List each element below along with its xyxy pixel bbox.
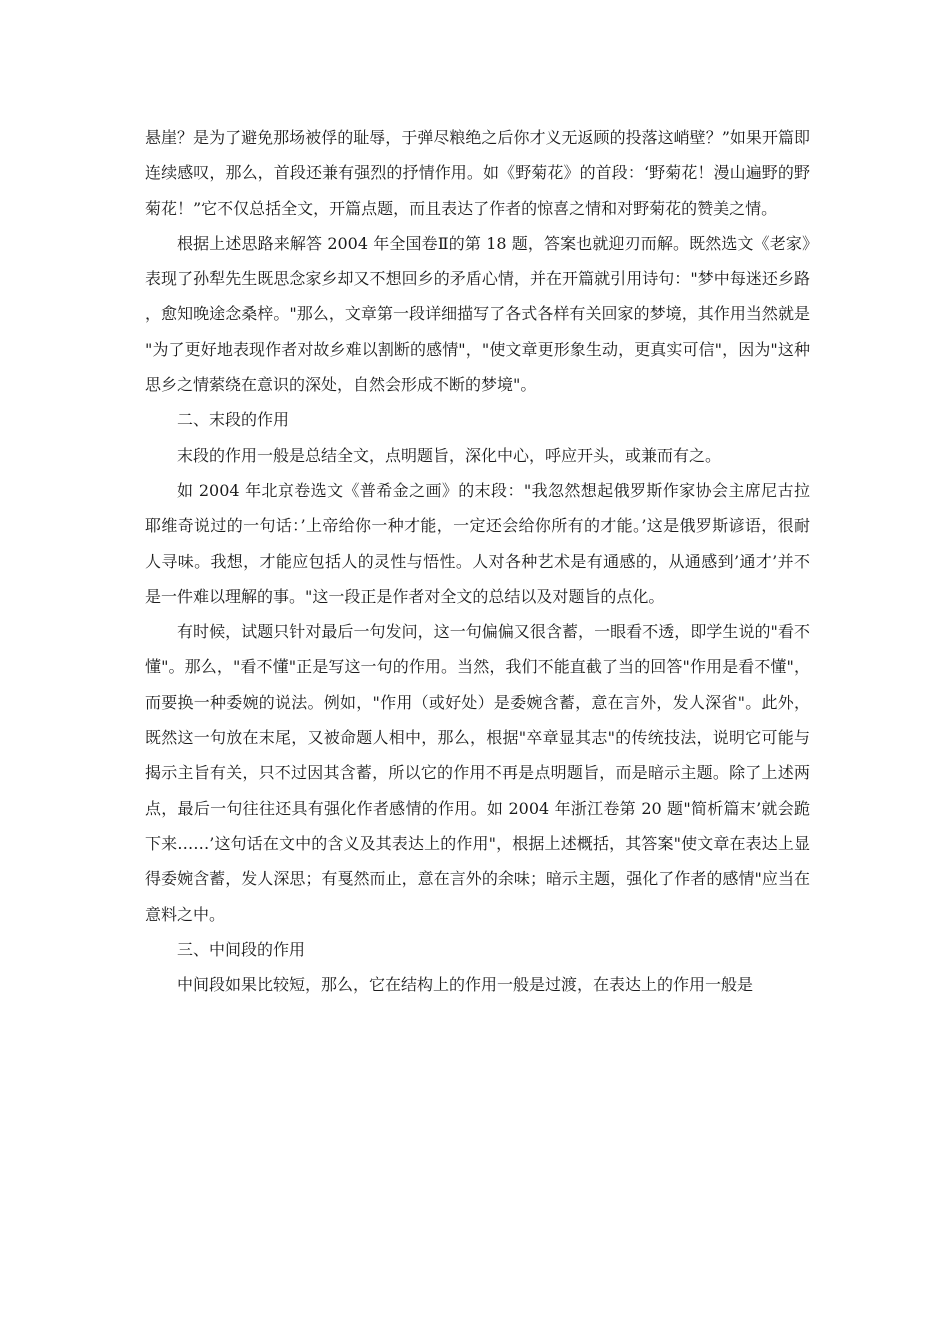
document-body: [145, 120, 810, 1002]
paragraph-beijing-example: 如 2004 年北京卷选文《普希金之画》的末段："我忽然想起俄罗斯作家协会主席尼古拉耶维奇说过的一句话：’上帝给你一种才能，一定还会给你所有的才能。’这是俄罗斯谚语，很耐人寻味。我想，才能应包括人的灵性与悟性。人对各种艺术是有通感的，从通感到’通才’并不是一件难以理解的事。"这一段正是作者对全文的总结以及对题旨的点化。: [145, 480, 810, 606]
section-heading-middle-paragraph: 三、中间段的作用: [177, 939, 306, 959]
paragraph-answer-2004-national: 根据上述思路来解答 2004 年全国卷Ⅱ的第 18 题，答案也就迎刃而解。既然选文《老家》表现了孙犁先生既思念家乡却又不想回乡的矛盾心情，并在开篇就引用诗句："梦中每迷还乡路，愈知晚途念桑梓。"那么，文章第一段详细描写了各式各样有关回家的梦境，其作用当然就是"为了更好地表现作者对故乡难以割断的感情"，"使文章更形象生动，更真实可信"，因为"这种思乡之情萦绕在意识的深处，自然会形成不断的梦境"。: [145, 233, 810, 395]
paragraph-middle-paragraph-role: 中间段如果比较短，那么，它在结构上的作用一般是过渡，在表达上的作用一般是: [177, 975, 754, 995]
paragraph-last-sentence: 有时候，试题只针对最后一句发问，这一句偏偏又很含蓄，一眼看不透，即学生说的"看不懂"。那么，"看不懂"正是写这一句的作用。当然，我们不能直截了当的回答"作用是看不懂"，而要换一种委婉的说法。例如，"作用（或好处）是委婉含蓄，意在言外，发人深省"。此外，既然这一句放在末尾，又被命题人相中，那么，根据"卒章显其志"的传统技法，说明它可能与揭示主旨有关，只不过因其含蓄，所以它的作用不再是点明题旨，而是暗示主题。除了上述两点，最后一句往往还具有强化作者感情的作用。如 2004 年浙江卷第 20 题"简析篇末’就会跪下来……’这句话在文中的含义及其表达上的作用"，根据上述概括，其答案"使文章在表达上显得委婉含蓄，发人深思；有戛然而止，意在言外的余味；暗示主题，强化了作者的感情"应当在意料之中。: [145, 622, 810, 924]
paragraph-continuation: 悬崖？是为了避免那场被俘的耻辱，于弹尽粮绝之后你才义无返顾的投落这峭壁？”如果开篇即连续感叹，那么，首段还兼有强烈的抒情作用。如《野菊花》的首段：‘野菊花！漫山遍野的野菊花！”它不仅总括全文，开篇点题，而且表达了作者的惊喜之情和对野菊花的赞美之情。: [145, 128, 810, 218]
section-heading-last-paragraph: 二、末段的作用: [177, 410, 290, 430]
paragraph-last-paragraph-role: 末段的作用一般是总结全文，点明题旨，深化中心，呼应开头，或兼而有之。: [177, 445, 722, 465]
